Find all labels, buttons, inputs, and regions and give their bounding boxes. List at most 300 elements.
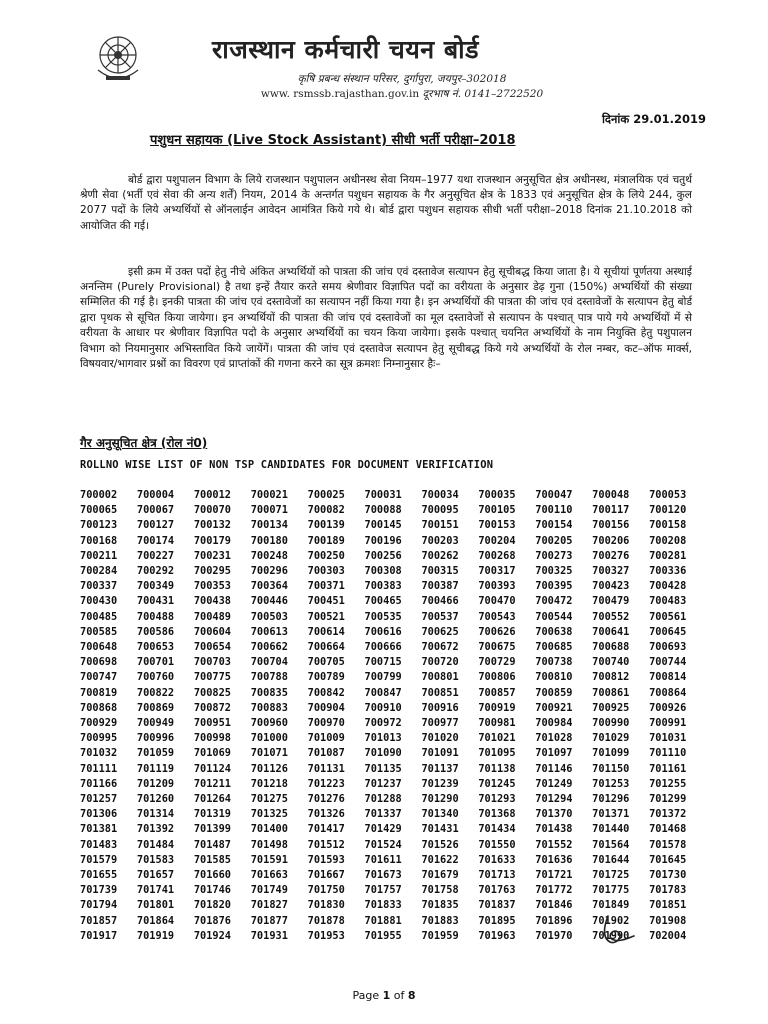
roll-number: 701881	[364, 914, 402, 927]
roll-number: 700819	[80, 686, 118, 699]
roll-number: 700423	[592, 580, 630, 593]
date-label: दिनांक	[601, 112, 630, 126]
roll-number: 700857	[478, 686, 516, 699]
notice-subject: पशुधन सहायक (Live Stock Assistant) सीधी भर्ती परीक्षा–2018	[150, 133, 516, 148]
roll-number: 700284	[80, 565, 118, 578]
org-contact	[212, 87, 592, 101]
roll-number: 700835	[250, 686, 288, 699]
roll-number: 701368	[478, 808, 516, 821]
roll-number: 700153	[478, 519, 516, 532]
roll-number: 700991	[649, 717, 687, 730]
roll-number: 700262	[421, 549, 459, 562]
roll-number: 701099	[592, 747, 630, 760]
roll-number: 700788	[250, 671, 288, 684]
roll-number: 700158	[649, 519, 687, 532]
roll-number: 700483	[649, 595, 687, 608]
roll-number: 701902	[592, 914, 630, 927]
roll-number: 700353	[193, 580, 232, 593]
roll-number: 701399	[193, 823, 232, 836]
roll-number: 700132	[193, 519, 232, 532]
roll-number: 701483	[80, 838, 118, 851]
roll-number: 701878	[307, 914, 345, 927]
roll-number: 701146	[535, 762, 573, 775]
roll-number: 701877	[250, 914, 288, 927]
roll-number: 700625	[421, 625, 459, 638]
roll-number: 701585	[193, 853, 232, 866]
roll-number: 700626	[478, 625, 516, 638]
roll-number: 700561	[649, 610, 687, 623]
roll-number: 700812	[592, 671, 630, 684]
roll-number: 700701	[136, 656, 175, 669]
roll-number: 701667	[307, 869, 345, 882]
roll-number: 700704	[250, 656, 288, 669]
roll-number: 700303	[307, 565, 345, 578]
roll-number: 701276	[307, 793, 345, 806]
roll-number: 701763	[478, 884, 516, 897]
roll-number: 700883	[250, 701, 288, 714]
roll-number: 700747	[80, 671, 118, 684]
roll-number: 701337	[364, 808, 402, 821]
roll-number: 700231	[193, 549, 232, 562]
roll-number: 700543	[478, 610, 516, 623]
roll-number: 701830	[307, 899, 345, 912]
roll-number: 700775	[193, 671, 232, 684]
paragraph-1: बोर्ड द्वारा पशुपालन विभाग के लिये राजस्थान पशुपालन अधीनस्थ सेवा नियम–1977 यथा राजस्थान अनुसूचित क्षेत्र अधीनस्थ, मंत्रालयिक एवं चतुर्थ श्रेणी सेवा (भर्ती एवं सेवा की अन्य शर्तें) नियम, 2014 के अन्तर्गत पशुधन सहायक के गैर अनुसूचित क्षेत्र के 1833 एवं अनुसूचित क्षेत्र के लिये 244, कुल 2077 पदों के लिये अभ्यर्थियों से ऑनलाईन आवेदन आमंत्रित किये गये थे। बोर्ड द्वारा पशुधन सहायक सीधी भर्ती परीक्षा–2018 दिनांक 21.10.2018 को आयोजित की गई।	[80, 173, 692, 232]
roll-number: 701111	[80, 762, 118, 775]
org-address: कृषि प्रबन्ध संस्थान परिसर, दुर्गापुरा, जयपुर–302018	[297, 73, 507, 85]
roll-number: 700698	[80, 656, 118, 669]
roll-number: 700438	[193, 595, 232, 608]
roll-number: 701293	[478, 793, 516, 806]
roll-number: 700949	[136, 717, 175, 730]
roll-number: 700180	[250, 534, 288, 547]
roll-number: 701218	[250, 777, 288, 790]
roll-number: 700604	[193, 625, 232, 638]
roll-number: 700325	[535, 565, 573, 578]
roll-number: 700466	[421, 595, 459, 608]
roll-number: 701371	[592, 808, 630, 821]
roll-number: 701020	[421, 732, 459, 745]
roll-number: 701730	[649, 869, 687, 882]
roll-number: 700672	[421, 641, 459, 654]
roll-number: 700327	[592, 565, 630, 578]
roll-number: 701593	[307, 853, 345, 866]
roll-number: 701498	[250, 838, 288, 851]
roll-number: 700025	[307, 489, 345, 501]
roll-number: 700387	[421, 580, 459, 593]
roll-number: 701325	[250, 808, 288, 821]
roll-number: 700847	[364, 686, 402, 699]
roll-number: 700996	[136, 732, 175, 745]
roll-number: 700470	[478, 595, 516, 608]
roll-number: 700174	[136, 534, 175, 547]
roll-number: 700654	[193, 641, 232, 654]
roll-number: 700872	[193, 701, 232, 714]
roll-number: 701919	[136, 929, 175, 942]
roll-number: 701306	[80, 808, 118, 821]
roll-number: 700179	[193, 534, 232, 547]
roll-number: 701299	[649, 793, 687, 806]
roll-number: 700082	[307, 504, 345, 517]
roll-number: 700428	[649, 580, 687, 593]
roll-number: 700431	[136, 595, 175, 608]
roll-number: 701381	[80, 823, 118, 836]
roll-number: 701775	[592, 884, 630, 897]
roll-number: 700296	[250, 565, 288, 578]
roll-number: 700585	[80, 625, 118, 638]
roll-number: 700662	[250, 641, 288, 654]
roll-number: 700065	[80, 504, 118, 517]
roll-number: 701673	[364, 869, 402, 882]
roll-number: 700053	[649, 489, 687, 501]
roll-number: 700789	[307, 671, 345, 684]
roll-number: 701091	[421, 747, 459, 760]
roll-number: 700552	[592, 610, 630, 623]
roll-number: 700488	[136, 610, 175, 623]
roll-number: 700336	[649, 565, 687, 578]
roll-number: 700203	[421, 534, 459, 547]
roll-number: 700995	[80, 732, 118, 745]
roll-number: 701095	[478, 747, 516, 760]
roll-number: 701758	[421, 884, 459, 897]
roll-number: 701864	[136, 914, 175, 927]
roll-number: 701849	[592, 899, 630, 912]
roll-number: 700521	[307, 610, 345, 623]
roll-number: 700861	[592, 686, 630, 699]
roll-number: 700715	[364, 656, 402, 669]
roll-number: 701434	[478, 823, 516, 836]
roll-number: 700960	[250, 717, 288, 730]
roll-number: 700120	[649, 504, 687, 517]
roll-number: 701137	[421, 762, 459, 775]
roll-number: 700740	[592, 656, 630, 669]
roll-number: 700268	[478, 549, 516, 562]
roll-number: 701290	[421, 793, 459, 806]
roll-number: 700317	[478, 565, 516, 578]
roll-number: 701211	[193, 777, 232, 790]
roll-number: 700703	[193, 656, 232, 669]
roll-number: 700675	[478, 641, 516, 654]
roll-number: 701372	[649, 808, 687, 821]
org-title: राजस्थान कर्मचारी चयन बोर्ड	[212, 35, 479, 64]
roll-number: 700503	[250, 610, 288, 623]
roll-number: 701564	[592, 838, 630, 851]
roll-number: 700031	[364, 489, 402, 501]
roll-number: 700139	[307, 519, 345, 532]
roll-number: 700925	[592, 701, 630, 714]
roll-number: 700067	[136, 504, 175, 517]
roll-number: 700984	[535, 717, 573, 730]
roll-number: 700645	[649, 625, 687, 638]
roll-number: 700760	[136, 671, 175, 684]
roll-number: 700926	[649, 701, 687, 714]
roll-number: 701135	[364, 762, 402, 775]
roll-number: 700653	[136, 641, 175, 654]
roll-number: 701255	[649, 777, 687, 790]
roll-number: 700806	[478, 671, 516, 684]
roll-number: 700638	[535, 625, 573, 638]
roll-number: 700586	[136, 625, 175, 638]
roll-number: 700206	[592, 534, 630, 547]
roll-number: 700156	[592, 519, 630, 532]
roll-number: 701917	[80, 929, 118, 942]
roll-number: 700012	[193, 489, 232, 501]
roll-number: 700095	[421, 504, 459, 517]
roll-number: 701955	[364, 929, 402, 942]
roll-number: 700864	[649, 686, 687, 699]
roll-number: 700070	[193, 504, 232, 517]
roll-number: 701512	[307, 838, 345, 851]
roll-number: 701417	[307, 823, 345, 836]
roll-number: 700544	[535, 610, 573, 623]
roll-number: 701725	[592, 869, 630, 882]
roll-number: 701749	[250, 884, 288, 897]
roll-number: 700035	[478, 489, 516, 501]
roll-number: 700688	[592, 641, 630, 654]
roll-number: 701166	[80, 777, 118, 790]
roll-number: 701794	[80, 899, 118, 912]
roll-number: 701660	[193, 869, 232, 882]
date-value: 29.01.2019	[633, 112, 706, 126]
roll-number: 700729	[478, 656, 516, 669]
roll-number: 701746	[193, 884, 232, 897]
roll-number: 701031	[649, 732, 687, 745]
roll-number: 701294	[535, 793, 573, 806]
phone-text: दूरभाष नं. 0141–2722520	[422, 88, 544, 100]
roll-number: 700034	[421, 489, 459, 501]
roll-number: 701783	[649, 884, 687, 897]
roll-number: 701013	[364, 732, 402, 745]
roll-number: 700613	[250, 625, 288, 638]
page-number: 1	[382, 989, 391, 1002]
roll-number: 700211	[80, 549, 118, 562]
roll-number: 700134	[250, 519, 288, 532]
roll-number: 701636	[535, 853, 573, 866]
roll-number: 700919	[478, 701, 516, 714]
roll-number: 701611	[364, 853, 402, 866]
roll-number: 700273	[535, 549, 573, 562]
section-title: गैर अनुसूचित क्षेत्र (रोल नं0)	[80, 436, 208, 450]
roll-number: 701097	[535, 747, 573, 760]
roll-number: 700292	[136, 565, 175, 578]
roll-number: 701009	[307, 732, 345, 745]
roll-number: 700315	[421, 565, 459, 578]
roll-number: 700208	[649, 534, 687, 547]
roll-number: 701931	[250, 929, 288, 942]
roll-number: 701644	[592, 853, 630, 866]
roll-number: 701579	[80, 853, 118, 866]
roll-number: 701895	[478, 914, 516, 927]
roll-number: 701087	[307, 747, 345, 760]
roll-number: 701883	[421, 914, 459, 927]
roll-number: 701833	[364, 899, 402, 912]
roll-number: 701124	[193, 762, 232, 775]
roll-number: 700371	[307, 580, 345, 593]
total-pages: 8	[407, 989, 416, 1002]
of-word: of	[393, 989, 405, 1002]
roll-number: 701253	[592, 777, 630, 790]
roll-number: 700744	[649, 656, 687, 669]
roll-number: 700842	[307, 686, 345, 699]
roll-number: 701857	[80, 914, 118, 927]
roll-number: 701296	[592, 793, 630, 806]
roll-number: 700256	[364, 549, 402, 562]
roll-number: 701000	[250, 732, 288, 745]
roll-number: 701679	[421, 869, 459, 882]
roll-number: 700123	[80, 519, 118, 532]
roll-number: 701633	[478, 853, 516, 866]
roll-number: 701021	[478, 732, 516, 745]
roll-number: 700970	[307, 717, 345, 730]
roll-number: 701257	[80, 793, 118, 806]
roll-number: 701029	[592, 732, 630, 745]
roll-number: 701131	[307, 762, 345, 775]
roll-number: 700799	[364, 671, 402, 684]
roll-number: 701275	[250, 793, 288, 806]
notice-date	[602, 112, 706, 127]
roll-number: 701739	[80, 884, 118, 897]
roll-number: 700168	[80, 534, 118, 547]
roll-number: 700851	[421, 686, 459, 699]
roll-number: 701487	[193, 838, 232, 851]
roll-number: 700250	[307, 549, 345, 562]
roll-number: 700117	[592, 504, 630, 517]
roll-number: 700154	[535, 519, 573, 532]
roll-number: 700127	[136, 519, 175, 532]
roll-number: 700614	[307, 625, 345, 638]
roll-number: 701264	[193, 793, 232, 806]
roll-number: 701314	[136, 808, 175, 821]
roll-number: 701757	[364, 884, 402, 897]
roll-number: 701827	[250, 899, 288, 912]
roll-number: 701990	[592, 929, 630, 942]
roll-number: 700004	[136, 489, 175, 501]
roll-number: 701896	[535, 914, 573, 927]
roll-number: 701837	[478, 899, 516, 912]
roll-number: 701028	[535, 732, 573, 745]
roll-number: 702004	[649, 929, 687, 942]
roll-number: 701468	[649, 823, 687, 836]
roll-number: 700825	[193, 686, 232, 699]
roll-number: 700535	[364, 610, 402, 623]
roll-number: 701550	[478, 838, 516, 851]
page-word: Page	[352, 989, 380, 1002]
roll-number: 700110	[535, 504, 573, 517]
roll-number: 700276	[592, 549, 630, 562]
roll-number: 701119	[136, 762, 175, 775]
roll-number: 700002	[80, 489, 118, 501]
roll-number: 701591	[250, 853, 288, 866]
roll-number: 700693	[649, 641, 687, 654]
website-text: www. rsmssb.rajasthan.gov.in	[260, 88, 420, 100]
roll-number: 700738	[535, 656, 573, 669]
roll-number: 700196	[364, 534, 402, 547]
roll-number: 701032	[80, 747, 118, 760]
roll-number: 700981	[478, 717, 516, 730]
roll-number: 700641	[592, 625, 630, 638]
roll-number: 700664	[307, 641, 345, 654]
roll-number: 700916	[421, 701, 459, 714]
roll-number: 700801	[421, 671, 459, 684]
roll-number: 700929	[80, 717, 118, 730]
roll-number: 700295	[193, 565, 232, 578]
board-emblem-icon	[92, 30, 144, 88]
roll-number: 700990	[592, 717, 630, 730]
roll-number: 701524	[364, 838, 402, 851]
roll-number: 701741	[136, 884, 175, 897]
roll-number: 701835	[421, 899, 459, 912]
roll-number: 700822	[136, 686, 175, 699]
roll-number: 701239	[421, 777, 459, 790]
section-subtitle: ROLLNO WISE LIST OF NON TSP CANDIDATES FOR DOCUMENT VERIFICATION	[80, 459, 494, 471]
roll-number: 701090	[364, 747, 402, 760]
roll-number: 701846	[535, 899, 573, 912]
roll-number: 700814	[649, 671, 687, 684]
roll-number: 700998	[193, 732, 232, 745]
roll-number: 700904	[307, 701, 345, 714]
roll-number: 700648	[80, 641, 118, 654]
roll-number: 700472	[535, 595, 573, 608]
roll-number: 701526	[421, 838, 459, 851]
roll-number: 700720	[421, 656, 459, 669]
roll-number: 700048	[592, 489, 630, 501]
roll-number: 700921	[535, 701, 573, 714]
roll-number: 700105	[478, 504, 516, 517]
roll-number: 701645	[649, 853, 687, 866]
roll-number: 701959	[421, 929, 459, 942]
roll-number: 700465	[364, 595, 402, 608]
roll-number: 701963	[478, 929, 516, 942]
roll-number: 700972	[364, 717, 402, 730]
roll-number: 700308	[364, 565, 402, 578]
roll-number: 701110	[649, 747, 687, 760]
roll-number: 701750	[307, 884, 345, 897]
roll-number: 700021	[250, 489, 288, 501]
roll-number: 701953	[307, 929, 345, 942]
roll-number: 701583	[136, 853, 175, 866]
roll-number: 700047	[535, 489, 573, 501]
roll-number: 700666	[364, 641, 402, 654]
roll-number: 701440	[592, 823, 630, 836]
roll-number: 701400	[250, 823, 288, 836]
roll-number: 701071	[250, 747, 288, 760]
roll-number: 700685	[535, 641, 573, 654]
roll-number: 701801	[136, 899, 175, 912]
roll-number: 701578	[649, 838, 687, 851]
roll-number: 700395	[535, 580, 573, 593]
roll-number: 701655	[80, 869, 118, 882]
roll-number: 700204	[478, 534, 516, 547]
roll-number: 700485	[80, 610, 118, 623]
roll-number: 700393	[478, 580, 516, 593]
roll-number: 700451	[307, 595, 345, 608]
roll-number: 700088	[364, 504, 402, 517]
roll-number: 701161	[649, 762, 687, 775]
roll-number: 701484	[136, 838, 175, 851]
roll-number: 701657	[136, 869, 175, 882]
roll-number: 700227	[136, 549, 175, 562]
roll-number: 701223	[307, 777, 345, 790]
roll-number: 701069	[193, 747, 232, 760]
roll-number: 701876	[193, 914, 232, 927]
roll-number: 701059	[136, 747, 175, 760]
roll-number: 701260	[136, 793, 175, 806]
roll-number: 700616	[364, 625, 402, 638]
page-footer	[0, 989, 768, 1002]
roll-number: 700951	[193, 717, 232, 730]
roll-number: 701429	[364, 823, 402, 836]
roll-number: 700248	[250, 549, 288, 562]
